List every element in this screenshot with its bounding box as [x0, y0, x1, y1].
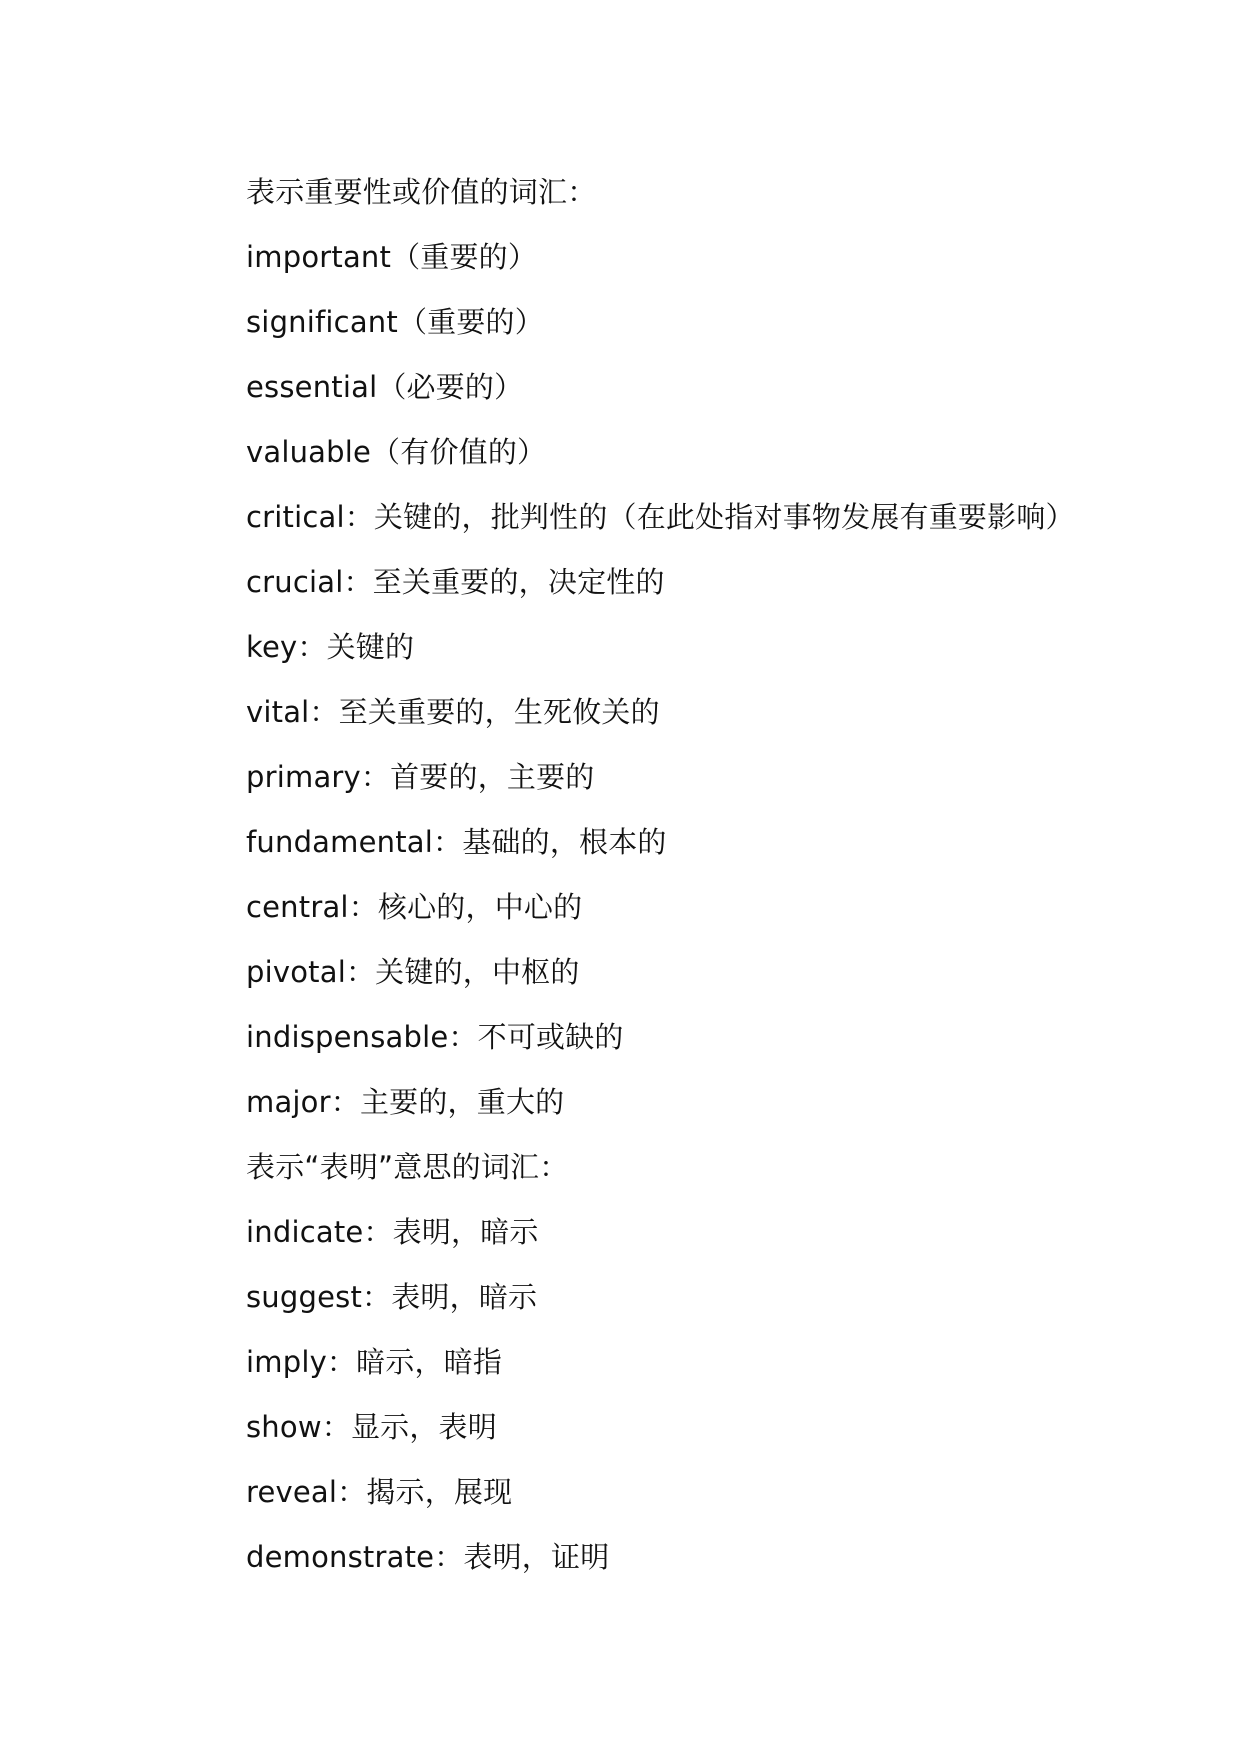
vocab-entry: significant（重要的） [246, 305, 544, 339]
vocab-entry: demonstrate：表明，证明 [246, 1540, 610, 1574]
document-body [246, 160, 1146, 1590]
vocab-entry: critical：关键的，批判性的（在此处指对事物发展有重要影响） [246, 500, 1075, 534]
section-heading-indicate: 表示“表明”意思的词汇： [246, 1150, 569, 1184]
vocab-entry: central：核心的，中心的 [246, 890, 583, 924]
vocab-entry: primary：首要的，主要的 [246, 760, 595, 794]
vocab-entry: show：显示，表明 [246, 1410, 497, 1444]
vocab-entry: imply：暗示，暗指 [246, 1345, 503, 1379]
vocab-entry: valuable（有价值的） [246, 435, 547, 469]
vocab-entry: fundamental：基础的，根本的 [246, 825, 667, 859]
vocab-entry: pivotal：关键的，中枢的 [246, 955, 580, 989]
vocab-entry: indicate：表明，暗示 [246, 1215, 539, 1249]
vocab-entry: indispensable：不可或缺的 [246, 1020, 624, 1054]
vocab-entry: reveal：揭示，展现 [246, 1475, 513, 1509]
section-heading-importance: 表示重要性或价值的词汇： [246, 175, 597, 209]
vocab-entry: suggest：表明，暗示 [246, 1280, 538, 1314]
vocab-entry: crucial：至关重要的，决定性的 [246, 565, 665, 599]
vocab-entry: key：关键的 [246, 630, 415, 664]
vocab-entry: vital：至关重要的，生死攸关的 [246, 695, 660, 729]
vocab-entry: essential（必要的） [246, 370, 524, 404]
vocab-entry: major：主要的，重大的 [246, 1085, 565, 1119]
vocab-entry: important（重要的） [246, 240, 538, 274]
